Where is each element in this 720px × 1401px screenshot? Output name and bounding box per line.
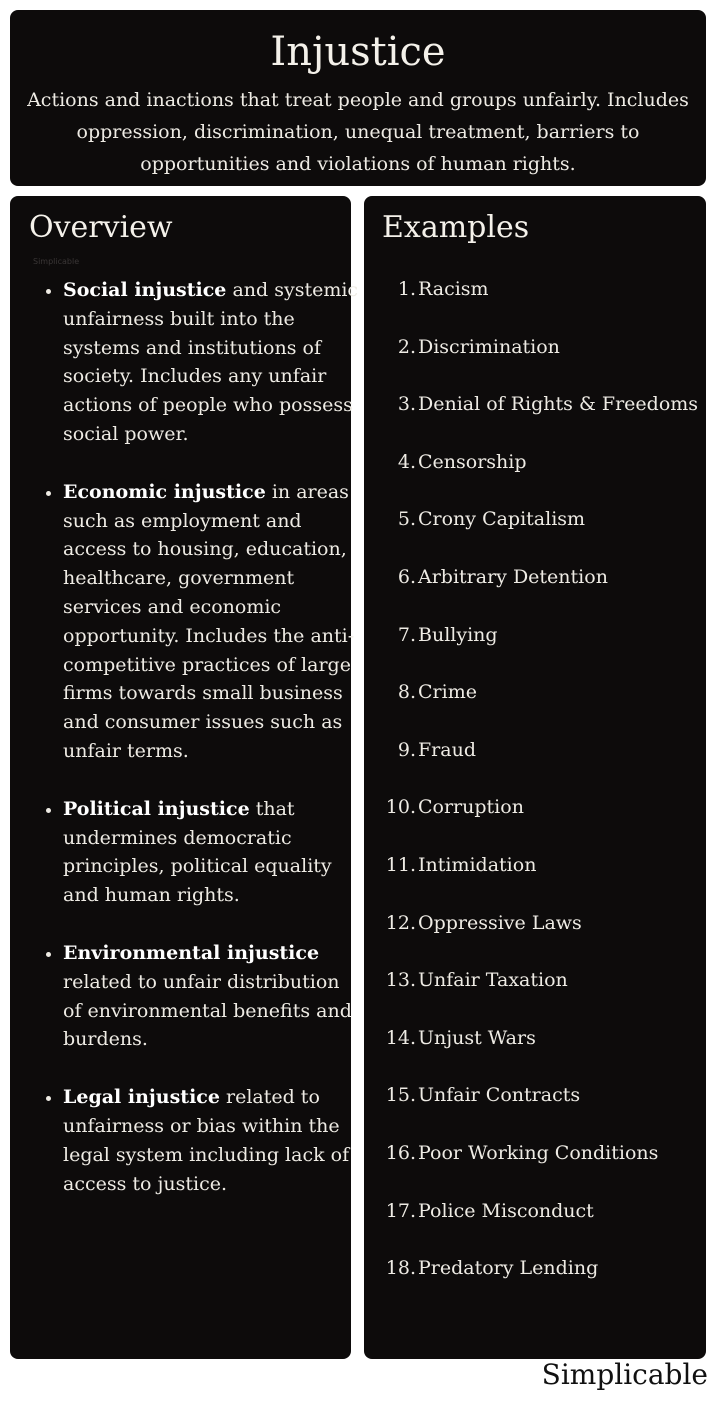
- overview-text: related to unfairness or bias within the legal system including lack of access to justice.: [63, 1086, 350, 1195]
- page-description: Actions and inactions that treat people and groups unfairly. Includes oppression, discrimination, unequal treatment, barriers to opportunities and violations of human rights.: [27, 89, 689, 175]
- example-label: Denial of Rights & Freedoms: [418, 393, 699, 416]
- example-item: [374, 1024, 699, 1053]
- overview-list: [38, 276, 363, 1227]
- overview-text: in areas such as employment and access to housing, education, healthcare, government services and economic opportunity. Includes the anti-competitive practices of large firms towards small business and consumer issues such as unfair terms.: [63, 480, 355, 762]
- example-label: Poor Working Conditions: [418, 1141, 659, 1164]
- watermark-text: Simplicable: [33, 257, 80, 266]
- example-label: Racism: [418, 278, 489, 300]
- example-label: Fraud: [418, 738, 476, 761]
- example-item: [374, 909, 699, 938]
- example-number: 14.: [385, 1026, 416, 1049]
- overview-item: [63, 1083, 363, 1198]
- example-label: Bullying: [418, 623, 498, 646]
- example-number: 8.: [397, 681, 416, 704]
- overview-item: [63, 795, 363, 910]
- example-number: 5.: [397, 508, 416, 531]
- header-panel: [10, 10, 706, 186]
- overview-term: Political injustice: [63, 797, 250, 820]
- page-title: Injustice: [270, 29, 446, 75]
- example-label: Corruption: [418, 796, 524, 819]
- overview-text: that undermines democratic principles, political equality and human rights.: [63, 797, 332, 907]
- example-item: [374, 1254, 699, 1283]
- example-label: Crime: [418, 681, 477, 704]
- example-item: [374, 736, 699, 765]
- overview-title: Overview: [29, 210, 173, 245]
- example-item: [374, 563, 699, 592]
- example-number: 18.: [385, 1257, 416, 1280]
- example-item: [374, 505, 699, 534]
- example-number: 13.: [385, 969, 416, 992]
- example-number: 7.: [397, 623, 416, 646]
- example-label: Unfair Contracts: [418, 1084, 581, 1107]
- overview-term: Environmental injustice: [63, 941, 320, 964]
- example-item: [374, 448, 699, 477]
- example-number: 1.: [397, 278, 416, 300]
- example-label: Discrimination: [418, 335, 560, 358]
- example-number: 4.: [397, 450, 416, 473]
- example-number: 10.: [385, 796, 416, 819]
- overview-text: related to unfair distribution of environmental benefits and burdens.: [63, 970, 352, 1051]
- example-number: 6.: [397, 565, 416, 588]
- example-label: Oppressive Laws: [418, 911, 582, 934]
- examples-title: Examples: [382, 210, 530, 245]
- example-label: Crony Capitalism: [418, 508, 586, 531]
- overview-term: Social injustice: [63, 279, 227, 301]
- example-item: [374, 678, 699, 707]
- example-item: [374, 621, 699, 650]
- example-label: Unfair Taxation: [418, 969, 568, 992]
- brand-logo-text: Simplicable: [541, 1358, 708, 1391]
- overview-panel: [10, 196, 359, 1359]
- example-number: 12.: [385, 911, 416, 934]
- overview-term: Economic injustice: [63, 480, 266, 503]
- overview-item: [63, 276, 363, 449]
- example-number: 11.: [385, 853, 416, 876]
- example-item: [374, 275, 699, 304]
- example-label: Predatory Lending: [418, 1257, 599, 1280]
- example-item: [374, 333, 699, 362]
- overview-item: [63, 478, 363, 766]
- example-label: Police Misconduct: [418, 1199, 594, 1222]
- example-label: Arbitrary Detention: [418, 565, 608, 588]
- example-number: 15.: [385, 1084, 416, 1107]
- example-label: Unjust Wars: [418, 1026, 536, 1049]
- example-item: [374, 793, 699, 822]
- example-item: [374, 390, 699, 419]
- example-item: [374, 1081, 699, 1110]
- example-item: [374, 1139, 699, 1168]
- example-item: [374, 851, 699, 880]
- example-number: 17.: [385, 1199, 416, 1222]
- example-number: 16.: [385, 1141, 416, 1164]
- overview-item: [63, 939, 363, 1054]
- example-number: 2.: [397, 335, 416, 358]
- overview-term: Legal injustice: [63, 1086, 220, 1109]
- example-item: [374, 966, 699, 995]
- overview-text: and systemic unfairness built into the systems and institutions of society. Includes any unfair actions of people who possess social power.: [63, 279, 359, 445]
- example-label: Intimidation: [418, 853, 537, 876]
- example-item: [374, 1197, 699, 1226]
- example-number: 3.: [397, 393, 416, 416]
- examples-panel: [364, 196, 706, 1359]
- examples-list: [374, 275, 699, 1312]
- example-label: Censorship: [418, 450, 527, 473]
- example-number: 9.: [397, 738, 416, 761]
